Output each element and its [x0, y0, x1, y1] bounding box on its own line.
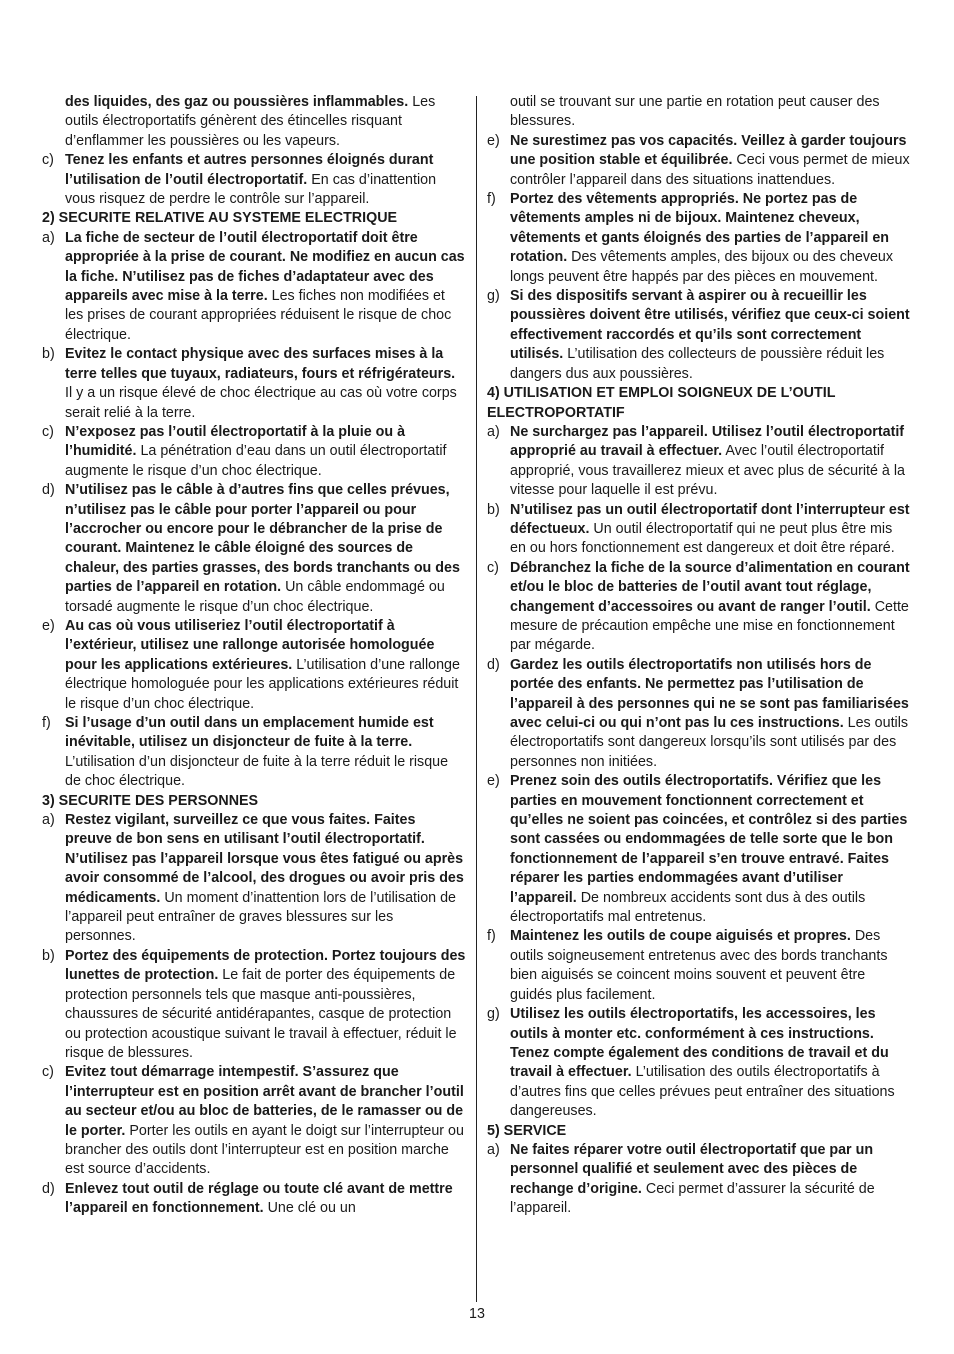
explanation-text: Ceci permet d’assurer la sécurité de l’appareil. [510, 1180, 875, 1217]
explanation-text: Porter les outils en ayant le doigt sur l’interrupteur ou brancher des outils dont l’interrupteur est en position marche est source d’accidents. [65, 1122, 464, 1178]
list-item [487, 772, 911, 927]
section-heading: 3) SECURITE DES PERSONNES [42, 792, 259, 809]
bold-instruction: Gardez les outils électroportatifs non utilisés hors de portée des enfants. Ne permettez pas l’utilisation de l’appareil à des personnes qui ne se sont pas familiarisées avec celui-ci ou qui n’ont pas lu ces instructions. [510, 656, 909, 731]
bold-instruction: Evitez tout démarrage intempestif. S’assurez que l’interrupteur est en position arrêt avant de brancher l’outil au secteur et/ou au bloc de batteries, de le ramasser ou de le porter. [65, 1064, 464, 1139]
explanation-text: Ceci vous permet de mieux contrôler l’appareil dans des situations inattendues. [510, 152, 910, 188]
list-item [487, 559, 911, 656]
explanation-text: Des vêtements amples, des bijoux ou des cheveux longs peuvent être happés par des pièces en mouvement. [510, 249, 894, 285]
explanation-text: Les fiches non modifiées et les prises de courant appropriées réduisent le risque de choc électrique. [65, 288, 452, 343]
section-heading: 2) SECURITE RELATIVE AU SYSTEME ELECTRIQUE [42, 210, 398, 227]
explanation-text: Un outil électroportatif qui ne peut plus être mis en ou hors fonctionnement est dangereux et doit être réparé. [510, 520, 895, 557]
bold-instruction: N’utilisez pas un outil électroportatif dont l’interrupteur est défectueux. [510, 501, 910, 537]
item-label: g) [487, 288, 500, 305]
explanation-text: L’utilisation d’un disjoncteur de fuite à la terre réduit le risque de choc électrique. [65, 753, 449, 790]
item-label: d) [42, 482, 55, 499]
bold-instruction: Evitez le contact physique avec des surfaces mises à la terre telles que tuyaux, radiateurs, fours et réfrigérateurs. [65, 346, 456, 382]
item-label: g) [487, 1006, 500, 1023]
item-label: f) [487, 191, 496, 208]
right-column [487, 93, 911, 1219]
item-label: c) [42, 152, 54, 169]
item-label: a) [42, 812, 55, 829]
explanation-text: outil se trouvant sur une partie en rotation peut causer des blessures. [510, 94, 880, 130]
item-label: e) [42, 617, 55, 634]
bold-instruction: Ne surestimez pas vos capacités. Veillez à garder toujours une position stable et équilibrée. [510, 132, 907, 169]
list-item [487, 423, 911, 501]
bold-instruction: Restez vigilant, surveillez ce que vous faites. Faites preuve de bon sens en utilisant l’outil électroportatif. N’utilisez pas l’appareil lorsque vous êtes fatigué ou après avoir consommé de l’alcool, des drogues ou avoir pris des médicaments. [65, 812, 464, 906]
explanation-text: L’utilisation d’une rallonge électrique homologuée pour les applications extérieures réduit le risque d’un choc électrique. [65, 656, 460, 712]
bold-instruction: Ne faites réparer votre outil électroportatif que par un personnel qualifié et seulement avec des pièces de rechange d’origine. [510, 1141, 874, 1197]
bold-instruction: Utilisez les outils électroportatifs, les accessoires, les outils à monter etc. conformément à ces instructions. Tenez compte également des conditions de travail et du travail à effectuer. [510, 1006, 889, 1081]
page-number: 13 [469, 1306, 485, 1322]
bold-instruction: Si des dispositifs servant à aspirer ou à recueillir les poussières doivent être utilisés, vérifiez que ceux-ci soient effectivement raccordés et qu’ils sont correctement utilisés. [510, 288, 910, 363]
bold-instruction: Prenez soin des outils électroportatifs. Vérifiez que les parties en mouvement fonctionnent correctement et qu’elles ne soient pas coincées, et contrôlez si des parties sont cassées ou endommagées de telle sorte que le bon fonctionnement de l’appareil s’en trouve entravé. Faites réparer les parties endommagées avant d’utiliser l’appareil. [510, 773, 908, 906]
bold-instruction: Portez des équipements de protection. Portez toujours des lunettes de protection. [65, 947, 466, 984]
item-label: d) [487, 656, 500, 673]
item-label: a) [487, 1141, 500, 1158]
item-label: b) [42, 346, 55, 363]
explanation-text: Un câble endommagé ou torsadé augmente le risque d’un choc électrique. [65, 579, 445, 615]
item-label: a) [487, 423, 500, 440]
item-label: c) [487, 559, 499, 576]
explanation-text: Le fait de porter des équipements de protection personnels tels que masque anti-poussières, chaussures de sécurité antidérapantes, casque de protection ou protection acoustique suivant le travail à effectuer, réduit le risque de blessures. [65, 967, 457, 1061]
left-column [42, 93, 466, 1219]
list-item [42, 617, 466, 714]
column-divider [476, 96, 477, 1302]
list-item [42, 947, 466, 1063]
list-item [42, 1180, 466, 1219]
bold-instruction: Si l’usage d’un outil dans un emplacement humide est inévitable, utilisez un disjoncteur de fuite à la terre. [65, 715, 434, 751]
bold-instruction: Tenez les enfants et autres personnes éloignés durant l’utilisation de l’outil électroportatif. [65, 152, 434, 188]
item-label: c) [42, 1064, 54, 1081]
explanation-text: De nombreux accidents sont dus à des outils électroportatifs mal entretenus. [510, 889, 866, 926]
list-item [42, 423, 466, 481]
bold-instruction: La fiche de secteur de l’outil électroportatif doit être appropriée à la prise de courant. Ne modifiez en aucun cas la fiche. N’utilisez pas de fiches d’adaptateur avec des appareils avec mise à la terre. [65, 229, 465, 305]
explanation-text: Des outils soigneusement entretenus avec des bords tranchants bien aiguisés se coincent moins souvent et peuvent être guidés plus facilement. [510, 928, 888, 1003]
list-item [42, 345, 466, 423]
list-item [42, 151, 466, 209]
explanation-text: Une clé ou un [263, 1200, 356, 1217]
list-item [42, 229, 466, 345]
list-item [487, 656, 911, 772]
item-label: b) [487, 501, 500, 518]
list-item [487, 190, 911, 287]
list-item [42, 481, 466, 617]
explanation-text: L’utilisation des outils électroportatifs à d’autres fins que celles prévues peut entraîner des situations dangereuses. [510, 1064, 895, 1120]
item-label: b) [42, 947, 55, 964]
explanation-text: Les outils électroportatifs sont dangereux lorsqu’ils sont utilisés par des personnes non initiées. [510, 715, 909, 770]
list-item [487, 1141, 911, 1219]
item-label: e) [487, 132, 500, 149]
explanation-text: Les outils électroportatifs génèrent des étincelles risquant d’enflammer les poussières ou les vapeurs. [65, 94, 436, 149]
list-item [487, 927, 911, 1005]
bold-instruction: Portez des vêtements appropriés. Ne portez pas de vêtements amples ni de bijoux. Maintenez cheveux, vêtements et gants éloignés des parties de l’appareil en rotation. [510, 191, 890, 266]
item-label: f) [42, 715, 51, 731]
bold-instruction: N’utilisez pas le câble à d’autres fins que celles prévues, n’utilisez pas le câble pour porter l’appareil ou pour l’accrocher ou encore pour le débrancher de la prise de courant. Maintenez le câble éloigné des sources de chaleur, des parties grasses, des bords tranchants ou des parties de l’appareil en rotation. [65, 482, 460, 596]
bold-instruction: N’exposez pas l’outil électroportatif à la pluie ou à l’humidité. [65, 423, 406, 460]
bold-instruction: Débranchez la fiche de la source d’alimentation en courant et/ou le bloc de batteries de l’outil avant tout réglage, changement d’accessoires ou avant de ranger l’outil. [510, 559, 910, 615]
bold-instruction: des liquides, des gaz ou poussières inflammables. [65, 94, 409, 110]
list-item [487, 132, 911, 190]
item-label: f) [487, 928, 496, 945]
explanation-text: Un moment d’inattention lors de l’utilisation de l’appareil peut entraîner de graves blessures sur les personnes. [65, 889, 456, 945]
section-heading: 4) UTILISATION ET EMPLOI SOIGNEUX DE L’OUTIL ELECTROPORTATIF [487, 385, 836, 421]
item-label: a) [42, 229, 55, 246]
list-item [487, 287, 911, 384]
explanation-text: L’utilisation des collecteurs de poussière réduit les dangers dus aux poussières. [510, 346, 885, 382]
bold-instruction: Ne surchargez pas l’appareil. Utilisez l’outil électroportatif approprié au travail à effectuer. [510, 423, 905, 460]
bold-instruction: Maintenez les outils de coupe aiguisés et propres. [510, 928, 851, 945]
list-item [487, 501, 911, 559]
list-item [42, 811, 466, 947]
paragraph [42, 93, 466, 151]
explanation-text: Avec l’outil électroportatif approprié, vous travaillerez mieux et avec plus de sécurité à la vitesse pour laquelle il est prévu. [510, 443, 905, 499]
explanation-text: Il y a un risque élevé de choc électrique au cas où votre corps serait relié à la terre. [65, 385, 457, 421]
bold-instruction: Enlevez tout outil de réglage ou toute clé avant de mettre l’appareil en fonctionnement. [65, 1180, 453, 1217]
list-item [42, 1063, 466, 1179]
item-label: d) [42, 1180, 55, 1197]
paragraph [487, 93, 911, 132]
list-item [487, 1005, 911, 1121]
explanation-text: Cette mesure de précaution empêche une mise en fonctionnement par mégarde. [510, 598, 909, 654]
item-label: e) [487, 773, 500, 790]
section-heading: 5) SERVICE [487, 1122, 567, 1139]
list-item [42, 714, 466, 792]
explanation-text: La pénétration d’eau dans un outil électroportatif augmente le risque d’un choc électrique. [65, 443, 447, 479]
explanation-text: En cas d’inattention vous risquez de perdre le contrôle sur l’appareil. [65, 171, 437, 208]
item-label: c) [42, 423, 54, 440]
bold-instruction: Au cas où vous utiliseriez l’outil électroportatif à l’extérieur, utilisez une rallonge autorisée homologuée pour les applications extérieures. [65, 617, 435, 673]
